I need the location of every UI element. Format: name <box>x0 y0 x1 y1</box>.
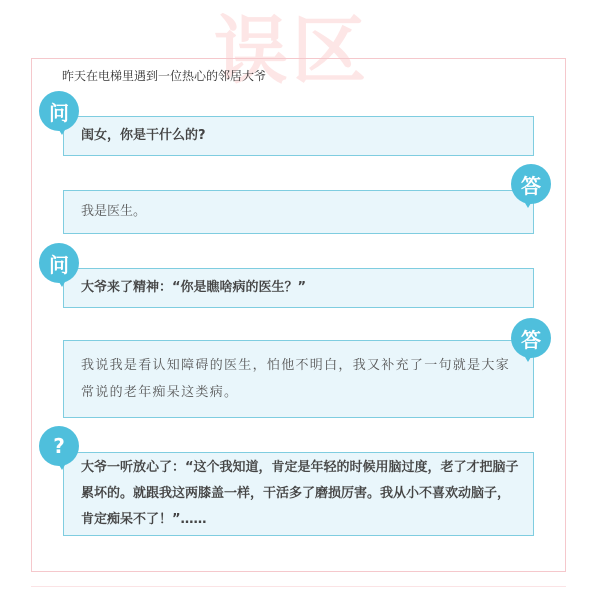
question-badge-icon: 问 <box>39 91 79 131</box>
question-box-2 <box>63 268 534 308</box>
watermark-title: 误区 <box>214 8 370 94</box>
answer-badge-icon: 答 <box>511 318 551 358</box>
divider <box>31 586 566 587</box>
question-mark-icon: ? <box>39 426 79 466</box>
question-text-3: 大爷一听放心了：“这个我知道，肯定是年轻的时候用脑过度，老了才把脑子累坏的。就跟我这两膝盖一样，干活多了磨损厉害。我从小不喜欢动脑子，肯定痴呆不了！”…… <box>81 460 519 527</box>
question-text-1: 闺女，你是干什么的? <box>81 128 206 143</box>
answer-badge-icon: 答 <box>511 164 551 204</box>
intro-text: 昨天在电梯里遇到一位热心的邻居大爷 <box>62 69 267 83</box>
question-text-2: 大爷来了精神：“你是瞧啥病的医生？” <box>81 280 307 295</box>
question-box-1 <box>63 116 534 156</box>
question-badge-icon: 问 <box>39 243 79 283</box>
answer-text-2: 我说我是看认知障碍的医生，怕他不明白，我又补充了一句就是大家常说的老年痴呆这类病。 <box>81 358 511 400</box>
answer-box-1 <box>63 190 534 234</box>
question-box-3 <box>63 452 534 536</box>
answer-box-2 <box>63 340 534 418</box>
answer-text-1: 我是医生。 <box>81 204 147 219</box>
